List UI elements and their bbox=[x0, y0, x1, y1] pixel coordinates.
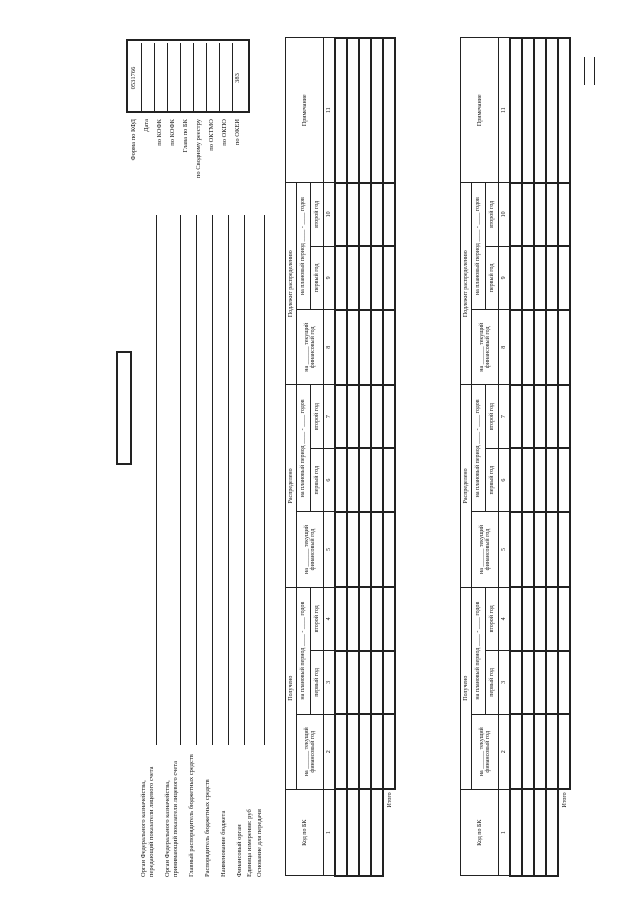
column-number: 6 bbox=[324, 448, 336, 512]
column-number: 3 bbox=[499, 651, 511, 715]
left-label: Распорядитель бюджетных средств bbox=[204, 779, 211, 877]
column-number: 4 bbox=[324, 587, 336, 651]
table-cell bbox=[347, 448, 359, 512]
data-table bbox=[285, 37, 396, 877]
column-number: 5 bbox=[499, 512, 511, 587]
table-cell bbox=[359, 385, 371, 449]
table-cell bbox=[546, 714, 558, 789]
total-cell bbox=[383, 714, 395, 789]
field-underline bbox=[156, 215, 157, 745]
table-cell bbox=[335, 512, 347, 587]
table-cell bbox=[522, 183, 534, 247]
table-cell bbox=[534, 714, 546, 789]
left-label: принимающий показатели лицевого счета bbox=[172, 760, 179, 877]
table-cell bbox=[534, 310, 546, 385]
column-number: 2 bbox=[324, 714, 336, 789]
header-received: Получено bbox=[461, 587, 472, 789]
total-cell bbox=[383, 448, 395, 512]
table-cell bbox=[510, 310, 522, 385]
table-cell bbox=[510, 448, 522, 512]
table-cell bbox=[371, 385, 383, 449]
table-cell bbox=[347, 587, 359, 651]
table-cell bbox=[546, 789, 558, 876]
table-cell bbox=[546, 587, 558, 651]
total-cell bbox=[383, 310, 395, 385]
table-cell bbox=[371, 714, 383, 789]
header-plan-period: на плановый период ____ - ____ годов bbox=[472, 385, 486, 512]
code-label: Дата bbox=[143, 119, 150, 132]
code-divider bbox=[193, 43, 194, 113]
table-cell bbox=[546, 246, 558, 310]
code-divider bbox=[219, 43, 220, 113]
table-cell bbox=[371, 448, 383, 512]
table-cell bbox=[534, 512, 546, 587]
table-cell bbox=[534, 183, 546, 247]
code-divider bbox=[141, 43, 142, 113]
header-plan-period: на плановый период ____ - ____ годов bbox=[297, 587, 311, 714]
table-cell bbox=[510, 385, 522, 449]
total-label: Итого bbox=[386, 792, 393, 808]
column-number: 4 bbox=[499, 587, 511, 651]
table-cell bbox=[546, 512, 558, 587]
page-number-line bbox=[584, 57, 585, 85]
header-current-year: на ______ текущий финансовый год bbox=[297, 310, 324, 385]
table-cell bbox=[546, 310, 558, 385]
column-number: 9 bbox=[324, 246, 336, 310]
table-cell bbox=[371, 512, 383, 587]
code-label: по Сводному реестру bbox=[195, 119, 202, 179]
column-number: 7 bbox=[324, 385, 336, 449]
table-cell bbox=[335, 587, 347, 651]
table-cell bbox=[510, 651, 522, 715]
column-number: 8 bbox=[499, 310, 511, 385]
header-to-distribute: Подлежит распределению bbox=[286, 183, 297, 385]
table-cell bbox=[522, 789, 534, 876]
header-second-year: второй год bbox=[485, 587, 499, 651]
table-cell bbox=[359, 512, 371, 587]
total-cell bbox=[383, 38, 395, 183]
header-first-year: первый год bbox=[485, 651, 499, 715]
table-cell bbox=[371, 38, 383, 183]
column-number: 10 bbox=[499, 183, 511, 247]
table-cell bbox=[335, 714, 347, 789]
table-cell bbox=[347, 38, 359, 183]
table-cell bbox=[359, 310, 371, 385]
table-cell bbox=[534, 246, 546, 310]
total-cell bbox=[383, 512, 395, 587]
code-divider bbox=[206, 43, 207, 113]
table-cell bbox=[546, 448, 558, 512]
header-second-year: второй год bbox=[310, 385, 324, 449]
table-cell bbox=[510, 183, 522, 247]
total-cell bbox=[558, 512, 570, 587]
table-cell bbox=[335, 651, 347, 715]
code-value: 383 bbox=[234, 73, 241, 83]
table-cell bbox=[534, 385, 546, 449]
left-label: передающий показатели лицевого счета bbox=[148, 766, 155, 877]
table-cell bbox=[335, 183, 347, 247]
data-table bbox=[460, 37, 571, 877]
table-cell bbox=[522, 385, 534, 449]
table-cell bbox=[534, 651, 546, 715]
table-cell bbox=[335, 789, 347, 876]
header-current-year: на ______ текущий финансовый год bbox=[297, 512, 324, 587]
header-second-year: второй год bbox=[310, 183, 324, 247]
total-cell bbox=[558, 38, 570, 183]
table-cell bbox=[359, 714, 371, 789]
table-cell bbox=[522, 714, 534, 789]
header-first-year: первый год bbox=[310, 448, 324, 512]
table-cell bbox=[347, 512, 359, 587]
header-note: Примечание bbox=[461, 38, 499, 183]
table-cell bbox=[522, 512, 534, 587]
code-divider bbox=[167, 43, 168, 113]
table-cell bbox=[335, 310, 347, 385]
header-note: Примечание bbox=[286, 38, 324, 183]
table-cell bbox=[546, 183, 558, 247]
code-divider bbox=[232, 43, 233, 113]
code-value: 0531766 bbox=[130, 66, 137, 90]
column-number: 2 bbox=[499, 714, 511, 789]
table-cell bbox=[347, 183, 359, 247]
total-cell bbox=[383, 385, 395, 449]
left-label: Наименование бюджета bbox=[220, 810, 227, 877]
table-cell bbox=[534, 587, 546, 651]
column-number: 6 bbox=[499, 448, 511, 512]
code-divider bbox=[180, 43, 181, 113]
table-cell bbox=[347, 789, 359, 876]
column-number: 11 bbox=[499, 38, 511, 183]
code-label: по ОКТМО bbox=[208, 119, 215, 151]
code-label: Форма по КФД bbox=[130, 119, 137, 161]
code-label: по ОКЕИ bbox=[234, 119, 241, 146]
column-number: 1 bbox=[499, 789, 511, 876]
table-cell bbox=[347, 651, 359, 715]
account-number-box bbox=[116, 351, 132, 465]
header-plan-period: на плановый период ____ - ____ годов bbox=[472, 183, 486, 310]
header-second-year: второй год bbox=[485, 183, 499, 247]
header-plan-period: на плановый период ____ - ____ годов bbox=[297, 183, 311, 310]
table-cell bbox=[534, 448, 546, 512]
table-cell bbox=[359, 651, 371, 715]
column-number: 8 bbox=[324, 310, 336, 385]
header-second-year: второй год bbox=[485, 385, 499, 449]
header-kod: Код по БК bbox=[461, 789, 499, 876]
field-underline bbox=[244, 215, 245, 745]
left-label: Финансовый орган bbox=[236, 824, 243, 877]
field-underline bbox=[196, 215, 197, 745]
table-cell bbox=[335, 385, 347, 449]
field-underline bbox=[180, 215, 181, 745]
header-received: Получено bbox=[286, 587, 297, 789]
total-cell bbox=[558, 651, 570, 715]
header-distributed: Распределено bbox=[461, 385, 472, 587]
table-cell bbox=[359, 448, 371, 512]
column-number: 9 bbox=[499, 246, 511, 310]
table-cell bbox=[510, 587, 522, 651]
header-current-year: на ______ текущий финансовый год bbox=[472, 310, 499, 385]
table-cell bbox=[335, 38, 347, 183]
total-cell bbox=[383, 651, 395, 715]
column-number: 1 bbox=[324, 789, 336, 876]
table-cell bbox=[522, 448, 534, 512]
table-cell bbox=[371, 587, 383, 651]
header-plan-period: на плановый период ____ - ____ годов bbox=[297, 385, 311, 512]
field-underline bbox=[264, 215, 265, 745]
table-cell bbox=[546, 385, 558, 449]
header-current-year: на ______ текущий финансовый год bbox=[297, 714, 324, 789]
column-number: 3 bbox=[324, 651, 336, 715]
total-cell bbox=[383, 587, 395, 651]
table-cell bbox=[522, 38, 534, 183]
table-cell bbox=[371, 310, 383, 385]
field-underline bbox=[228, 215, 229, 745]
table-cell bbox=[510, 246, 522, 310]
table-cell bbox=[371, 651, 383, 715]
total-cell bbox=[558, 246, 570, 310]
table-cell bbox=[359, 246, 371, 310]
total-cell bbox=[558, 448, 570, 512]
total-cell bbox=[558, 587, 570, 651]
total-label: Итого bbox=[561, 792, 568, 808]
table-cell bbox=[359, 183, 371, 247]
left-label: Главный распорядитель бюджетных средств bbox=[188, 754, 195, 877]
total-cell bbox=[558, 310, 570, 385]
table-cell bbox=[359, 587, 371, 651]
table-cell bbox=[522, 587, 534, 651]
table-cell bbox=[335, 448, 347, 512]
table-cell bbox=[335, 246, 347, 310]
pages-total-line bbox=[594, 57, 595, 85]
table-cell bbox=[510, 512, 522, 587]
table-cell bbox=[347, 385, 359, 449]
total-cell bbox=[383, 246, 395, 310]
header-current-year: на ______ текущий финансовый год bbox=[472, 714, 499, 789]
header-second-year: второй год bbox=[310, 587, 324, 651]
table-cell bbox=[510, 714, 522, 789]
header-first-year: первый год bbox=[485, 448, 499, 512]
table-cell bbox=[371, 183, 383, 247]
table-cell bbox=[522, 651, 534, 715]
table-cell bbox=[522, 246, 534, 310]
header-first-year: первый год bbox=[310, 246, 324, 310]
table-cell bbox=[371, 246, 383, 310]
table-cell bbox=[534, 789, 546, 876]
table-cell bbox=[371, 789, 383, 876]
table-cell bbox=[546, 651, 558, 715]
column-number: 7 bbox=[499, 385, 511, 449]
left-label: Основание для передачи bbox=[256, 809, 263, 877]
table-cell bbox=[359, 38, 371, 183]
header-distributed: Распределено bbox=[286, 385, 297, 587]
column-number: 5 bbox=[324, 512, 336, 587]
code-label: по КОФК bbox=[169, 119, 176, 146]
table-cell bbox=[347, 310, 359, 385]
table-cell bbox=[347, 714, 359, 789]
left-label: Орган Федерального казначейства, bbox=[140, 780, 147, 877]
header-to-distribute: Подлежит распределению bbox=[461, 183, 472, 385]
column-number: 11 bbox=[324, 38, 336, 183]
header-current-year: на ______ текущий финансовый год bbox=[472, 512, 499, 587]
code-label: по ОКПО bbox=[221, 119, 228, 146]
header-first-year: первый год bbox=[485, 246, 499, 310]
table-cell bbox=[510, 789, 522, 876]
header-plan-period: на плановый период ____ - ____ годов bbox=[472, 587, 486, 714]
code-label: Глава по БК bbox=[182, 119, 189, 153]
table-cell bbox=[522, 310, 534, 385]
total-cell bbox=[383, 183, 395, 247]
left-label: Орган Федерального казначейства, bbox=[164, 780, 171, 877]
table-cell bbox=[347, 246, 359, 310]
header-kod: Код по БК bbox=[286, 789, 324, 876]
table-cell bbox=[510, 38, 522, 183]
table-cell bbox=[534, 38, 546, 183]
field-underline bbox=[212, 215, 213, 745]
total-cell bbox=[558, 183, 570, 247]
code-divider bbox=[154, 43, 155, 113]
table-cell bbox=[359, 789, 371, 876]
total-cell bbox=[558, 385, 570, 449]
table-cell bbox=[546, 38, 558, 183]
code-label: по КОФК bbox=[156, 119, 163, 146]
total-cell bbox=[558, 714, 570, 789]
left-label: Единица измерения: руб bbox=[246, 809, 253, 877]
column-number: 10 bbox=[324, 183, 336, 247]
header-first-year: первый год bbox=[310, 651, 324, 715]
